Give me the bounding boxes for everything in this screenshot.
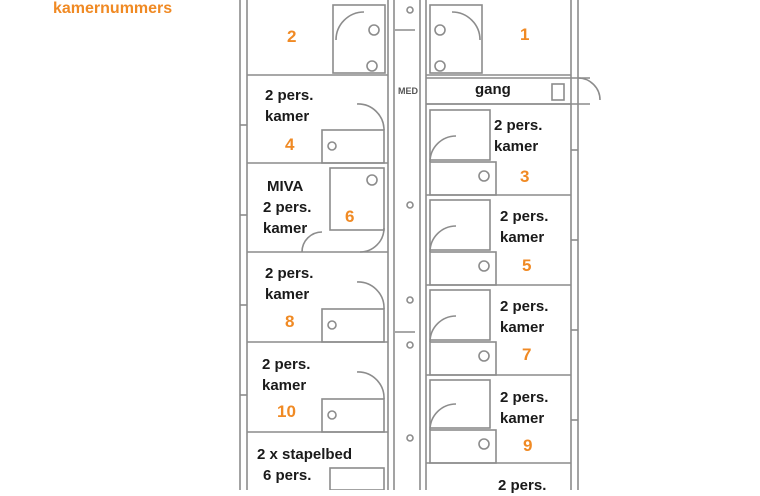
room-9-line1: 2 pers. [500, 389, 549, 406]
room-number-7: 7 [522, 345, 532, 364]
room-5-label [500, 206, 548, 248]
room-11-line1: 2 x stapelbed [257, 446, 353, 463]
room-4-line2: kamer [265, 108, 310, 125]
room-6-line2: kamer [263, 220, 308, 237]
room-number-1: 1 [520, 25, 530, 44]
room-11-label [257, 444, 352, 486]
room-9-line2: kamer [500, 410, 545, 427]
room-8-label [265, 263, 313, 305]
room-4-line1: 2 pers. [265, 87, 314, 104]
room-10-line2: kamer [262, 377, 307, 394]
room-3-line2: kamer [494, 138, 539, 155]
room-8-line2: kamer [265, 286, 310, 303]
room-11-line2: 6 pers. [263, 467, 312, 484]
room-7-line1: 2 pers. [500, 298, 549, 315]
room-number-2: 2 [287, 27, 297, 46]
room-10-line1: 2 pers. [262, 356, 311, 373]
corridor-label: gang [475, 81, 511, 98]
room-5-line2: kamer [500, 229, 545, 246]
room-9-label [500, 387, 548, 429]
legend-title: kamernummers [53, 0, 173, 17]
room-3-line1: 2 pers. [494, 117, 543, 134]
corridor-sign: MED [398, 86, 418, 96]
room-10-label [262, 354, 310, 396]
room-number-6: 6 [345, 207, 355, 226]
room-4-label [265, 85, 313, 127]
room-3-label [494, 115, 542, 157]
room-6-line0: MIVA [267, 178, 304, 195]
room-number-8: 8 [285, 312, 295, 331]
room-number-4: 4 [285, 135, 295, 154]
room-number-3: 3 [520, 167, 530, 186]
room-6-line1: 2 pers. [263, 199, 312, 216]
room-8-line1: 2 pers. [265, 265, 314, 282]
room-number-9: 9 [523, 436, 533, 455]
room-7-line2: kamer [500, 319, 545, 336]
room-number-5: 5 [522, 256, 532, 275]
room-number-10: 10 [277, 402, 296, 421]
room-12-line1: 2 pers. [498, 477, 547, 494]
room-12-label [498, 475, 546, 496]
room-6-label [263, 176, 311, 239]
room-5-line1: 2 pers. [500, 208, 549, 225]
room-7-label [500, 296, 548, 338]
